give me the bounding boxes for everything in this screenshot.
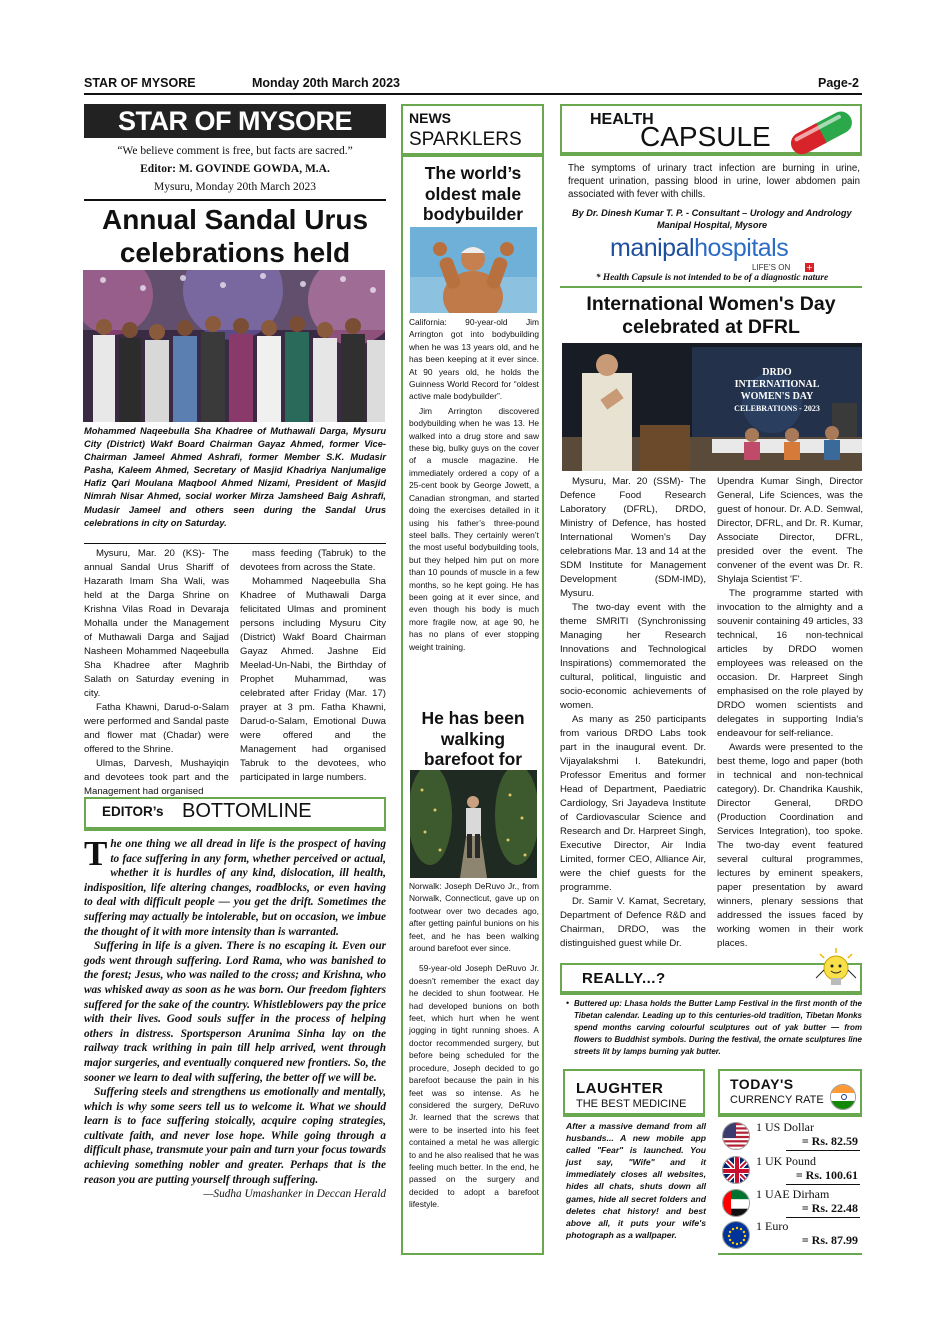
news-label-bold: NEWS	[409, 110, 451, 126]
masthead-dateline: Mysuru, Monday 20th March 2023	[154, 181, 316, 193]
editor-label-underline	[84, 827, 386, 831]
dfrl-banner-title: INTERNATIONAL WOMEN'S DAY	[734, 379, 820, 402]
dfrl-banner-org: DRDO	[762, 367, 792, 378]
header-date: Monday 20th March 2023	[252, 76, 400, 90]
dfrl-banner	[712, 367, 842, 415]
manipal-logo-text-a: manipal	[610, 234, 695, 262]
news-paragraph: Norwalk: Joseph DeRuvo Jr., from Norwalk, Connecticut, gave up on footwear over two decades ago, after getting painful bunions on his feet, and he has been walking around barefoot ever since.	[409, 881, 539, 954]
currency-row	[722, 1120, 860, 1152]
manipal-logo-text-b: hospitals	[694, 234, 789, 262]
masthead-rule	[84, 199, 386, 201]
india-flag-icon	[830, 1084, 856, 1110]
currency-sublabel: CURRENCY RATE	[730, 1094, 824, 1106]
dfrl-headline: International Women's Day celebrated at DFRL	[586, 293, 836, 338]
editor-paragraph: Suffering in life is a given. There is no escaping it. Even our gods went through suffering. Lord Rama, who was banished to the forest; Jesus, who was nailed to the cross; and Krishna, who was whisked away as soon as he was born. Our freedom fighters suffered for the sake of the country. Whistleblowers pay the price with their lives. Good souls suffer in the process of helping others in distress. Sportsperson Arunima Sinha lay on the railway track writhing in pain till help arrived, went through major surgeries, and eventually conquered new frontiers. So, the sooner we learn to deal with suffering, the better off we will be.	[84, 940, 386, 1084]
laughter-sublabel: THE BEST MEDICINE	[576, 1098, 687, 1110]
news-paragraph: 59-year-old Joseph DeRuvo Jr. doesn’t remember the exact day he decided to shun footwear. He had developed bunions on both feet, which hurt when he went jogging in tight running shoes. A doctor recommended surgery, but before being scheduled for the procedure, Joseph decided to go barefoot because the pain in his feet was so intense. As he considered the surgery, DeRuvo Jr. learned that the screws that were to be inserted into his feet contained a metal he was allergic to and he also realised that he was feeling much better. In the end, he passed on the surgery and decided to adopt a barefoot lifestyle.	[409, 963, 539, 1210]
uae-flag-icon	[722, 1189, 750, 1217]
urus-paragraph: Mohammed Naqeebulla Sha Khadree of Muthawali Darga felicitated Ulmas and prominent persons including Mysuru City (District) Wakf Board Chairman Gayaz Ahmed. Jashne Eid Meelad-Un-Nabi, the Birthday of Prophet Muhammad, was celebrated after Friday (Mar. 17) prayer at 3 pm. Fatha Khawni, Darud-o-Salam, Emotional Duwa were offered and the Management had organised Tabruk to the devotees, who participated in large numbers.	[240, 576, 386, 783]
currency-label: TODAY'S	[730, 1076, 794, 1092]
urus-photo	[83, 270, 385, 422]
currency-underline	[786, 1184, 860, 1185]
dfrl-paragraph: The programme started with invocation to the almighty and a souvenir containing 49 articles, 33 technical, 16 non-technical articles by DRDO women employees was released on the occasion. Dr. Harpreet Singh emphasised on the role played by DRDO women scientists and delegates in supporting India's endeavour for self-reliance.	[717, 588, 863, 739]
us-flag-icon	[722, 1122, 750, 1150]
news-label-underline	[401, 153, 544, 157]
laughter-label: LAUGHTER	[576, 1080, 664, 1097]
currency-name: 1 US Dollar	[756, 1120, 814, 1134]
lightbulb-icon	[812, 948, 860, 992]
laughter-text: After a massive demand from all husbands... A new mobile app called "Fear" is launched. You just say, "Wife" and it immediately closes all websites, hides all chats, shuts down all games, hide all secret folders and deletes chat history! and best above all, it puts your wife's photograph as a wallpaper.	[566, 1121, 706, 1240]
capsule-icon	[780, 108, 862, 156]
editor-label-bold: EDITOR’s	[102, 804, 164, 819]
plus-icon: +	[806, 263, 813, 272]
urus-paragraph: Mysuru, Mar. 20 (KS)- The annual Sandal Urus Shariff of Hazarath Imam Sha Wali, was held at the Darga Shrine on Krishna Vilas Road in Devaraja Mohalla under the Management of Muthawali Darga and Sajjad Nasheen Mohammed Naqeebulla Sha Khadree after Maghrib Salath on Saturday evening in city.	[84, 548, 229, 699]
currency-row	[722, 1219, 860, 1251]
news-headline-barefoot: He has been walking barefoot for	[421, 708, 525, 769]
currency-label-underline	[718, 1113, 862, 1117]
currency-value: = Rs. 87.99	[801, 1233, 858, 1247]
editor-credit: —Sudha Umashanker in Deccan Herald	[203, 1188, 386, 1201]
urus-headline: Annual Sandal Urus celebrations held	[101, 204, 369, 268]
news-label-light: SPARKLERS	[409, 129, 522, 150]
currency-value: = Rs. 100.61	[795, 1168, 858, 1182]
health-label-bold: HEALTH	[590, 111, 654, 128]
dfrl-paragraph: Dr. Samir V. Kamat, Secretary, Department of Defence R&D and Chairman, DRDO, was the distinguished guest while Dr.	[560, 896, 706, 949]
masthead-editor: Editor: M. GOVINDE GOWDA, M.A.	[140, 163, 330, 175]
dfrl-paragraph: Upendra Kumar Singh, Director General, Life Sciences, was the guest of honour. Dr. A.D. Semwal, Director, DFRL, and Dr. R. Kumar, Associate Director, DFRL, presided over the event. The convener of the event was Dr. R. Shylaja Scientist 'F'.	[717, 476, 863, 585]
dfrl-paragraph: Mysuru, Mar. 20 (SSM)- The Defence Food Research Laboratory (DFRL), DRDO, Ministry of Defence, has hosted International Women's Day celebrations Mar. 13 and 14 at the SDM Institute for Management Development (SDM-IMD), Mysuru.	[560, 476, 706, 599]
header-paper-name: STAR OF MYSORE	[84, 76, 196, 90]
currency-name: 1 UK Pound	[756, 1154, 817, 1168]
barefoot-photo	[410, 770, 537, 878]
header-page-number: Page-2	[818, 76, 859, 90]
dfrl-column-2	[717, 475, 863, 951]
health-label-light: CAPSULE	[640, 121, 771, 152]
currency-name: 1 Euro	[756, 1219, 789, 1233]
uk-flag-icon	[722, 1156, 750, 1184]
eu-flag-icon	[722, 1221, 750, 1249]
really-text: Buttered up: Lhasa holds the Butter Lamp Festival in the first month of the Tibetan calendar. Leading up to this centuries-old tradition, Tibetan Monks spend months carving colourful sculptures out of yak butter — from flowers to Buddhist symbols. During the festival, the ornate sculptures line streets lit by lamps burning yak butter.	[574, 999, 862, 1056]
urus-paragraph: Fatha Khawni, Darud-o-Salam were performed and Sandal paste and flower mat (Chadar) were offered to the Shrine.	[84, 702, 229, 755]
urus-paragraph: Ulmas, Darvesh, Mushayiqin and devotees took part and the Management had organised	[84, 758, 229, 797]
editor-label-light: BOTTOMLINE	[182, 800, 312, 822]
header-rule	[84, 93, 862, 95]
laughter-label-underline	[563, 1113, 705, 1117]
news-headline-bodybuilder: The world’s oldest male bodybuilder	[422, 163, 524, 224]
editor-paragraph: he one thing we all dread in life is the prospect of having to face suffering in any form, whether perceived or actual, whether it is hurdles of any kind, dislocation, ill health, indisposition, life altering changes, roadblocks, or even having to deal with difficult people — you get the drift. Sometimes the suffering may actually be intolerable, but on occasion, we imbue the thought of it with more intensity than is warranted.	[84, 838, 386, 938]
news-paragraph: California: 90-year-old Jim Arrington got into bodybuilding when he was 13 years old, and he has been keeping at it ever since. At 90 years old, he holds the Guinness World Record for “oldest active male bodybuilder”.	[409, 317, 539, 402]
health-hospital: Manipal Hospital, Mysore	[656, 220, 768, 230]
news-paragraph: Jim Arrington discovered bodybuilding when he was 13. He walked into a drug store and saw these big, bulky guys on the cover of a muscle magazine. He immediately ordered a copy of a 25-cent book by George Jowett, a Canadian strongman, and started doing the exercises detailed in it using his father’s three-pound steel balls. They certainly weren’t the most useful bodybuilding tools, but they helped him put on more than 10 pounds of muscle in a few months, so he kept going. He has been going at it ever since, and even though his body is much more fragile now, at age 90, he has no plans of ever stopping weight training.	[409, 405, 539, 652]
manipal-logo	[610, 233, 788, 263]
health-author: By Dr. Dinesh Kumar T. P. - Consultant – Urology and Andrology	[572, 208, 852, 218]
news-article-bodybuilder	[409, 316, 539, 653]
dfrl-banner-subtitle: CELEBRATIONS - 2023	[734, 404, 820, 413]
masthead-motto: “We believe comment is free, but facts are sacred.”	[117, 145, 353, 157]
currency-value: = Rs. 22.48	[801, 1201, 858, 1215]
urus-column-1	[84, 547, 229, 799]
editor-body	[84, 834, 386, 1202]
news-article-barefoot	[409, 880, 539, 1211]
urus-column-2	[240, 547, 386, 785]
currency-row	[722, 1187, 860, 1219]
manipal-tagline: LIFE’S ON	[752, 263, 791, 272]
health-bottom-rule	[560, 286, 862, 288]
editor-drop-cap: T	[84, 834, 108, 873]
dfrl-paragraph: Awards were presented to the best theme, logo and paper (both in technical and non-technical category). Dr. Chandrika Kaushik, Director General, DRDO (Production Coordination and Services Integration), too spoke. The two-day event featured several cultural programmes, lectures by eminent speakers, paper presentation by award winners, plenary sessions that addressed the issues faced by working women in their work places.	[717, 742, 863, 949]
currency-underline	[786, 1217, 860, 1218]
currency-value: = Rs. 82.59	[801, 1134, 858, 1148]
currency-name: 1 UAE Dirham	[756, 1187, 830, 1201]
urus-caption-rule	[84, 543, 386, 544]
masthead-logo: STAR OF MYSORE	[84, 104, 386, 138]
bullet-icon: •	[566, 998, 570, 1008]
health-text: The symptoms of urinary tract infection are burning in urine, frequent urination, passing blood in urine, lower abdomen pain associated with fever with chills.	[568, 163, 860, 201]
bodybuilder-photo	[410, 227, 537, 313]
urus-photo-caption: Mohammed Naqeebulla Sha Khadree of Muthawali Darga, Mysuru City (District) Wakf Board Chairman Gayaz Ahmed, former Vice-Chairman Jameel Ahmed Ashrafi, former Member S.K. Mudasir Pasha, Kaleem Ahmed, Secretary of Masjid Khadriya Nanjumalige Hafiz Qari Moulana Maqbool Ahmed Nizami, President of Masjid Nimrah Nisar Ahmed, social worker Mirza Jamsheed Baig Ashrafi, Mudasir Jameel and others seen during the Sandal Urus celebrations in city on Saturday.	[84, 426, 386, 528]
editor-paragraph: Suffering steels and strengthens us emotionally and mentally, which is why some seers tell us to welcome it. What we should learn is to face suffering stoically, acquire coping strategies, cultivate faith, and never lose hope. While going through a difficult phase, transmute your pain and turn your focus towards achieving something nobler and greater. Perhaps that is the reason you are putting yourself through suffering.	[84, 1086, 386, 1186]
dfrl-photo	[562, 343, 862, 471]
dfrl-paragraph: As many as 250 participants from various DRDO Labs took part in the inaugural event. Dr. Vijayalakshmi I. Batekundri, Professor Emeritus and former Head of Department, Paediatric Cardiology, Sri Jayadeva Institute of Cardiovascular Science and Research and Dr. Harpreet Singh, Executive Director, Air India Limited, former CEO, Alliance Air, were the chief guests for the programme.	[560, 714, 706, 893]
urus-paragraph: mass feeding (Tabruk) to the devotees from across the State.	[240, 548, 386, 573]
really-label: REALLY...?	[582, 970, 666, 987]
dfrl-paragraph: The two-day event with the theme SMRITI (Synchronissing Managing her Research Innovations and Technological Inspirations) commemorated the cultural, political, linguistic and socio-economic achievements of women.	[560, 602, 706, 711]
currency-bottom-rule	[718, 1253, 862, 1255]
health-disclaimer: * Health Capsule is not intended to be of a diagnostic nature	[595, 273, 829, 283]
dfrl-column-1	[560, 475, 706, 951]
currency-underline	[786, 1150, 860, 1151]
currency-row	[722, 1154, 860, 1186]
